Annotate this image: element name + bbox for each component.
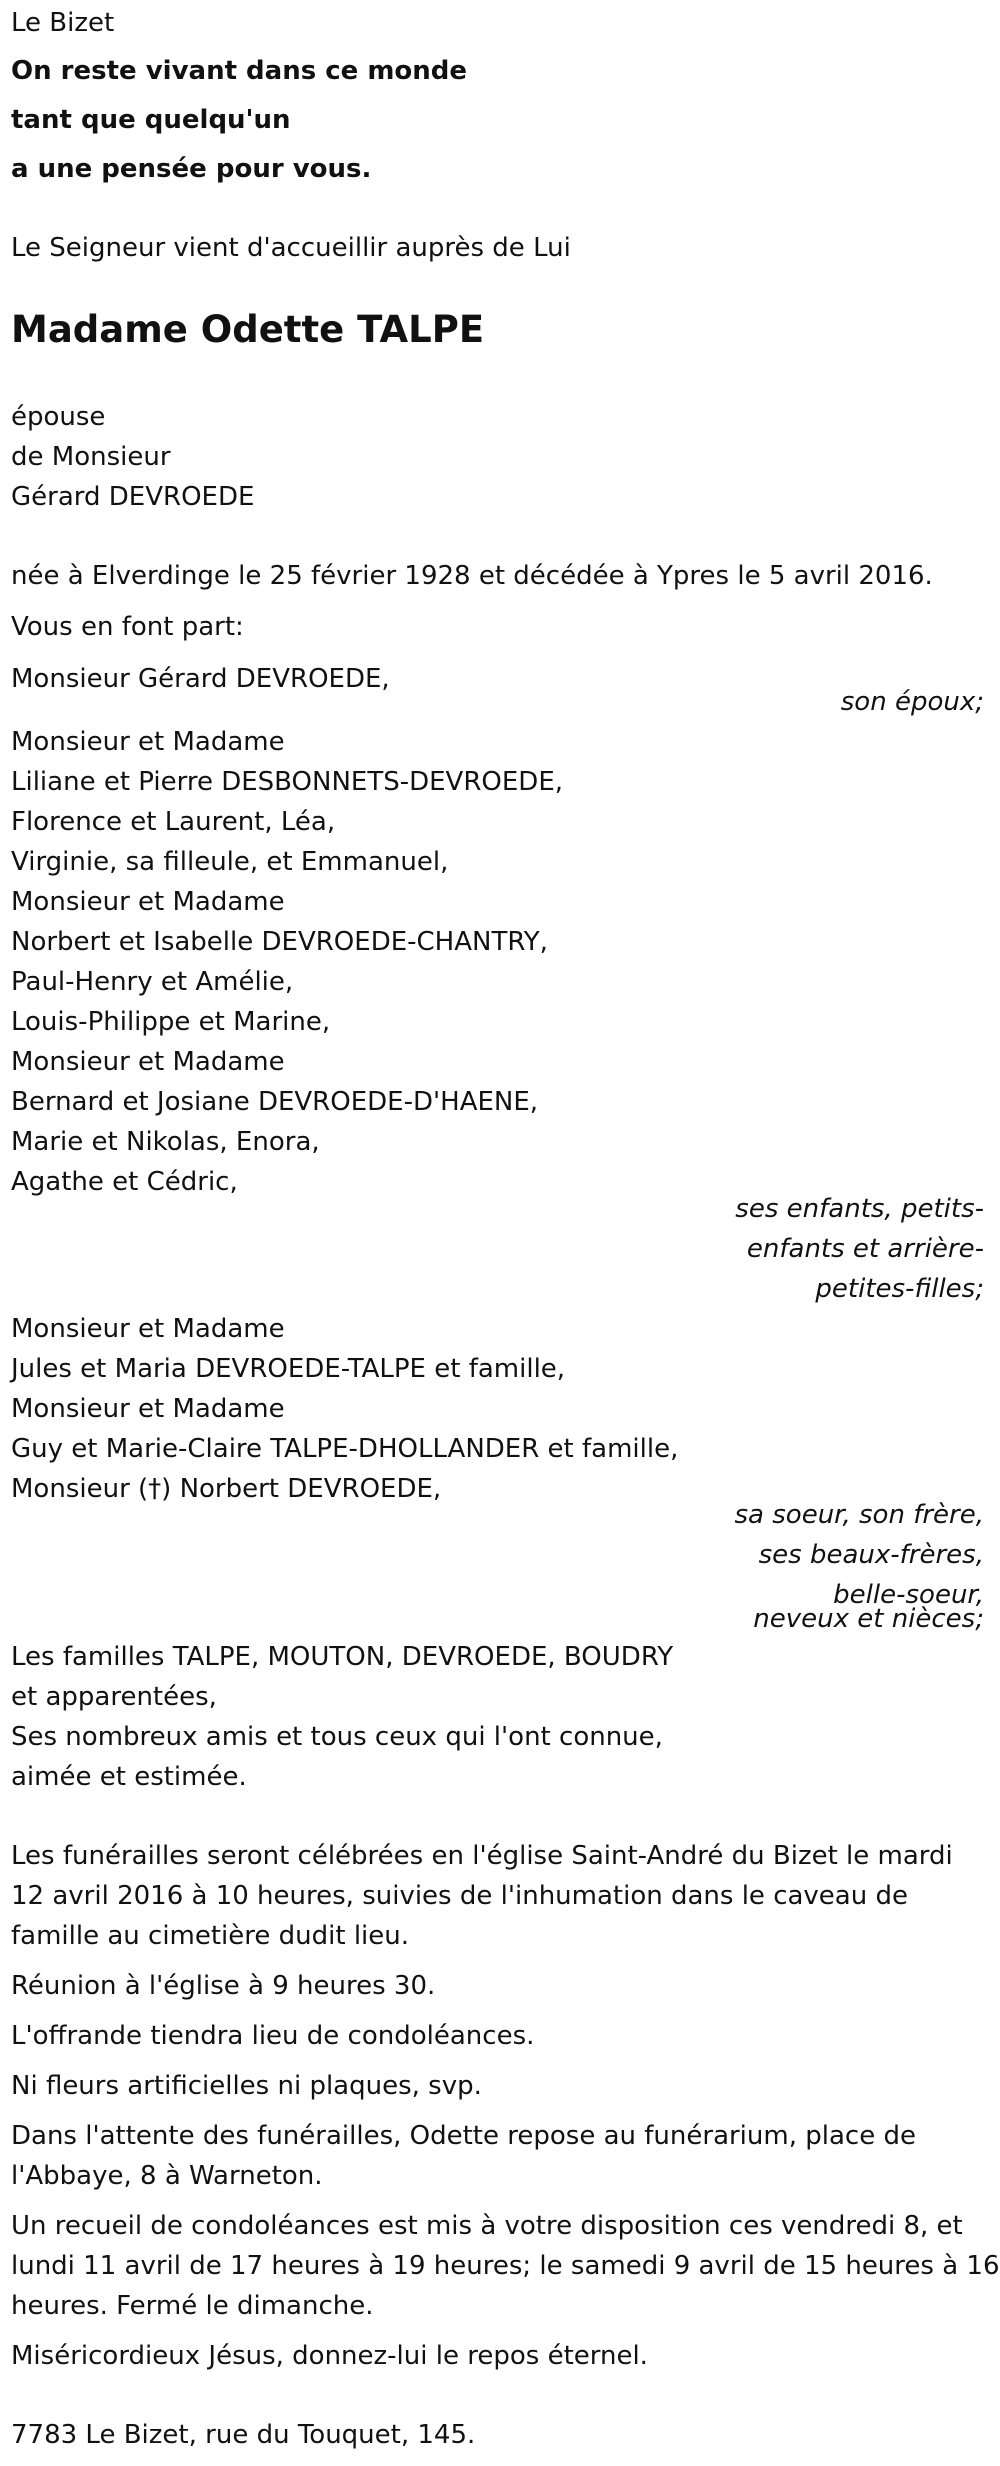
poem-line-1: On reste vivant dans ce monde: [11, 56, 468, 86]
ceremony-line: 12 avril 2016 à 10 heures, suivies de l'inhumation dans le caveau de: [11, 1881, 908, 1911]
family-line: Paul-Henry et Amélie,: [11, 967, 294, 997]
deceased-name: Madame Odette TALPE: [11, 308, 485, 351]
family-line: Louis-Philippe et Marine,: [11, 1007, 331, 1037]
family-line: et apparentées,: [11, 1682, 217, 1712]
offering-text: L'offrande tiendra lieu de condoléances.: [11, 2021, 535, 2051]
location-text: Le Bizet: [11, 8, 115, 38]
family-line: Monsieur et Madame: [11, 1394, 285, 1424]
ceremony-line: famille au cimetière dudit lieu.: [11, 1921, 410, 1951]
intro-text: Le Seigneur vient d'accueillir auprès de Lui: [11, 233, 571, 263]
relation-children: petites-filles;: [815, 1274, 984, 1304]
family-line: Monsieur (†) Norbert DEVROEDE,: [11, 1474, 442, 1504]
family-line: Monsieur et Madame: [11, 1047, 285, 1077]
family-line: aimée et estimée.: [11, 1762, 247, 1792]
family-line: Monsieur et Madame: [11, 887, 285, 917]
family-line: Bernard et Josiane DEVROEDE-D'HAENE,: [11, 1087, 539, 1117]
family-line: Monsieur Gérard DEVROEDE,: [11, 664, 390, 694]
register-line: heures. Fermé le dimanche.: [11, 2291, 374, 2321]
rest-line: Dans l'attente des funérailles, Odette repose au funérarium, place de: [11, 2121, 916, 2151]
register-line: lundi 11 avril de 17 heures à 19 heures; le samedi 9 avril de 15 heures à 16: [11, 2251, 1000, 2281]
family-line: Monsieur et Madame: [11, 1314, 285, 1344]
spouse-line-3: Gérard DEVROEDE: [11, 482, 255, 512]
relation-siblings: sa soeur, son frère,: [734, 1500, 984, 1530]
family-line: Norbert et Isabelle DEVROEDE-CHANTRY,: [11, 927, 548, 957]
spouse-line-2: de Monsieur: [11, 442, 171, 472]
poem-line-2: tant que quelqu'un: [11, 105, 291, 135]
rest-line: l'Abbaye, 8 à Warneton.: [11, 2161, 323, 2191]
family-line: Florence et Laurent, Léa,: [11, 807, 336, 837]
relation-siblings: neveux et nièces;: [753, 1604, 984, 1634]
poem-line-3: a une pensée pour vous.: [11, 154, 372, 184]
family-line: Monsieur et Madame: [11, 727, 285, 757]
family-line: Jules et Maria DEVROEDE-TALPE et famille,: [11, 1354, 566, 1384]
birth-death-text: née à Elverdinge le 25 février 1928 et décédée à Ypres le 5 avril 2016.: [11, 561, 933, 591]
family-line: Les familles TALPE, MOUTON, DEVROEDE, BOUDRY: [11, 1642, 674, 1672]
relation-siblings: ses beaux-frères,: [758, 1540, 984, 1570]
family-line: Liliane et Pierre DESBONNETS-DEVROEDE,: [11, 767, 564, 797]
relation-siblings: belle-soeur,: [833, 1580, 984, 1610]
spouse-line-1: épouse: [11, 402, 106, 432]
prayer-text: Miséricordieux Jésus, donnez-lui le repos éternel.: [11, 2341, 648, 2371]
family-line: Ses nombreux amis et tous ceux qui l'ont connue,: [11, 1722, 663, 1752]
address-text: 7783 Le Bizet, rue du Touquet, 145.: [11, 2420, 476, 2450]
register-line: Un recueil de condoléances est mis à votre disposition ces vendredi 8, et: [11, 2211, 963, 2241]
announcement-intro: Vous en font part:: [11, 612, 244, 642]
family-line: Agathe et Cédric,: [11, 1167, 238, 1197]
flowers-text: Ni fleurs artificielles ni plaques, svp.: [11, 2071, 482, 2101]
family-line: Marie et Nikolas, Enora,: [11, 1127, 320, 1157]
relation-spouse: son époux;: [840, 687, 984, 717]
ceremony-line: Les funérailles seront célébrées en l'église Saint-André du Bizet le mardi: [11, 1841, 953, 1871]
relation-children: ses enfants, petits-: [735, 1194, 984, 1224]
relation-children: enfants et arrière-: [746, 1234, 984, 1264]
family-line: Virginie, sa filleule, et Emmanuel,: [11, 847, 449, 877]
meeting-text: Réunion à l'église à 9 heures 30.: [11, 1971, 436, 2001]
family-line: Guy et Marie-Claire TALPE-DHOLLANDER et famille,: [11, 1434, 679, 1464]
